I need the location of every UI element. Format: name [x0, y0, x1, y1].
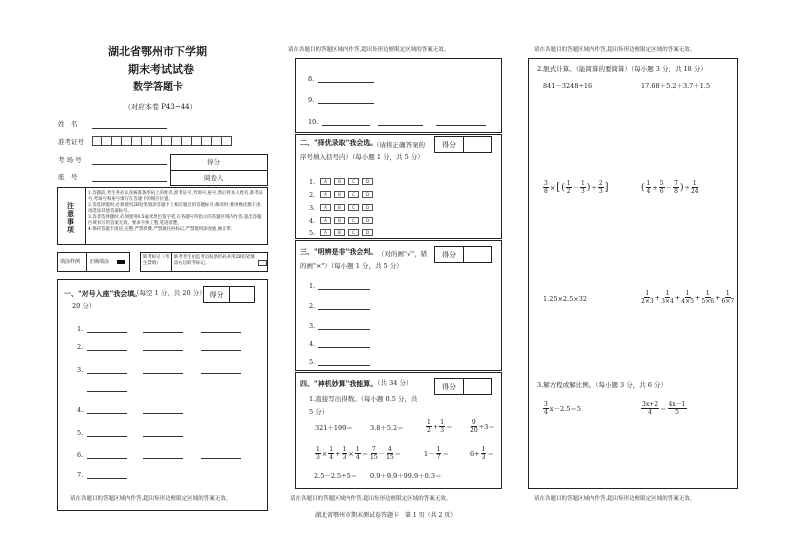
answer-line[interactable] [87, 478, 127, 479]
answer-line[interactable] [87, 332, 127, 333]
fill-item-7: 7. [77, 471, 84, 479]
col1-box [57, 279, 268, 511]
answer-line[interactable] [318, 365, 370, 366]
judge-3: 3. [309, 322, 316, 330]
absent-label: 缺考标记（考生禁填） [143, 255, 170, 266]
section4-score-text: （共 34 分） [374, 379, 413, 387]
title-line-2: 期末考试试卷 [128, 63, 194, 76]
notes-line-3: 3.答非选择题时,必须使用0.5毫米黑色签字笔,在各题号所指示的答题区域内作答,超出答题区域书写的答案无效。要求字体工整,笔迹清楚。 [88, 215, 262, 226]
section1-title: 一、"对号入座"我会填。 [64, 289, 142, 298]
room-label: 考 场 号 [58, 156, 82, 164]
answer-line[interactable] [378, 125, 423, 126]
calc-a2: 3.8＋5.2＝ [370, 424, 404, 432]
calc-c1: 2.5－2.5÷5＝ [314, 472, 358, 480]
calc-a4: $\frac{9}{20}$ ÷3＝ [470, 419, 495, 434]
answer-line[interactable] [87, 373, 127, 374]
expr-5: 1.25×2.5×32 [543, 295, 587, 303]
section4-title: 四、"神机妙算"我能算。 [300, 379, 378, 388]
choice-2: 2. [309, 191, 316, 199]
choice-4: 4. [309, 217, 316, 225]
section3-title: 三、"明辨是非"我会判。 [300, 247, 378, 256]
judge-4: 4. [309, 340, 316, 348]
section1-desc: （每空 1 分，共 20 分） [133, 289, 206, 297]
col2-box-top [295, 58, 502, 133]
fill-item-4: 4. [77, 406, 84, 414]
answer-line[interactable] [143, 413, 183, 414]
choice-1: 1. [309, 178, 316, 186]
score-label: 得分 [207, 158, 220, 166]
fill-item-1: 1. [77, 325, 84, 333]
calc-b4: 6+ $\frac{1}{3}$ ＝ [470, 446, 494, 461]
answer-line[interactable] [318, 329, 370, 330]
choice-bubbles-3[interactable]: A B C D [320, 204, 373, 211]
choice-bubbles-4[interactable]: A B C D [320, 217, 373, 224]
choice-bubbles-2[interactable]: A B C D [320, 191, 373, 198]
section4-q1: 1.直接写出得数。（每小题 0.5 分，共 5 分） [309, 395, 418, 416]
judge-2: 2. [309, 302, 316, 310]
col3-boundary-note-bottom: 请在各题目的答题区域内作答,超出矩形边框限定区域的答案无效。 [534, 496, 696, 502]
answer-line[interactable] [143, 350, 183, 351]
answer-line[interactable] [143, 458, 183, 459]
item-10: 10. [308, 118, 319, 126]
answer-line[interactable] [318, 82, 374, 83]
answer-line[interactable] [436, 125, 486, 126]
subtitle: （对应本卷 P43~44） [124, 103, 197, 111]
answer-line[interactable] [87, 458, 127, 459]
answer-line[interactable] [201, 350, 241, 351]
grader-label: 阅卷人 [204, 174, 224, 182]
judge-5: 5. [309, 358, 316, 366]
exam-no-label: 准考证号 [58, 138, 84, 146]
item-8: 8. [308, 75, 315, 83]
section2-title: 二、"择优录取"我会选。 [300, 138, 378, 147]
title-line-3: 数学答题卡 [133, 82, 183, 93]
expr-3: $\frac{3}{8}$ × [ ( $\frac{1}{2}$ － $\frac{1}{3}$ ) ÷ $\frac{2}{3}$ ] [544, 180, 609, 195]
calc-b2: $\frac{7}{15}$ － $\frac{4}{15}$ ＝ [370, 446, 402, 461]
calc-a3: $\frac{1}{2}$ + $\frac{1}{3}$ ＝ [427, 419, 453, 434]
fill-item-3: 3. [77, 366, 84, 374]
answer-line[interactable] [87, 436, 127, 437]
fill-item-6: 6. [77, 451, 84, 459]
answer-line[interactable] [318, 289, 370, 290]
answer-line[interactable] [201, 458, 241, 459]
section3-desc: （对的画"√"，错的画"×"）（每小题 1 分，共 5 分） [300, 250, 428, 270]
fill-item-2: 2. [77, 343, 84, 351]
notes-line-4: 4.保持答题卡清洁,完整,严禁折叠,严禁做任何标记,严禁使用涂改液,修正带。 [88, 227, 236, 232]
col2-boundary-note-bottom: 请在各题目的答题区域内作答,超出矩形边框限定区域的答案无效。 [290, 496, 452, 502]
section4-score-box: 得分 [434, 378, 492, 395]
seat-label: 座 号 [58, 173, 78, 181]
answer-line[interactable] [318, 309, 370, 310]
absent-desc: 缺考考生由监考员贴条形码并用2B铅笔填涂右边缺考标记。 [174, 255, 255, 266]
fill-item-5: 5. [77, 429, 84, 437]
exam-no-cells[interactable] [92, 136, 232, 146]
section1-desc-cont: 20 分） [72, 302, 96, 310]
title-line-1: 湖北省鄂州市下学期 [108, 45, 207, 58]
col1-boundary-note: 请在各题目的答题区域内作答,超出矩形边框限定区域的答案无效。 [70, 496, 232, 502]
name-label: 姓 名 [58, 120, 78, 128]
name-field[interactable] [92, 128, 167, 129]
q3-title: 3.解方程或解比例。（每小题 3 分，共 6 分） [537, 381, 667, 389]
fill-example-box [57, 252, 130, 272]
expr-6: $\frac{1}{2\times 3}$ + $\frac{1}{3\times 4}$ + $\frac{1}{4\times 5}$ + $\frac{1}{5\times 6}$ + $\frac{1}{6\times 7}$ [641, 290, 735, 305]
absent-mark-box[interactable] [258, 260, 267, 266]
expr-4: ( $\frac{1}{4}$ + $\frac{5}{6}$ － $\frac{7}{8}$ ) ÷ $\frac{1}{24}$ [641, 180, 699, 195]
page-footer: 湖北省鄂州市期末测试卷答题卡 第 1 页（共 2 页） [315, 512, 457, 519]
col3-boundary-note-top: 请在各题目的答题区域内作答,超出矩形边框限定区域的答案无效。 [534, 47, 696, 53]
section2-desc: （请将正确答案的序号填入括号内）（每小题 1 分，共 5 分） [300, 141, 425, 161]
calc-b3: 1－ $\frac{1}{7}$ ＝ [424, 446, 449, 461]
answer-line[interactable] [87, 391, 127, 392]
judge-1: 1. [309, 282, 316, 290]
answer-line[interactable] [318, 347, 370, 348]
equation-2: $\frac{3x+2}{4}$ ＝ $\frac{4x-1}{5}$ [642, 401, 686, 416]
notes-title: 注意事项 [67, 201, 74, 234]
choice-bubbles-5[interactable]: A B C D [320, 229, 373, 236]
section2-score-box: 得分 [434, 136, 492, 153]
notes-line-2: 2.答选择题时,必须使用2B铅笔填涂答题卡上相应题目的答题标号,修改时,要用橡皮擦干净,再选涂其他答案标号。 [88, 203, 262, 214]
answer-line[interactable] [87, 350, 127, 351]
answer-line[interactable] [143, 373, 183, 374]
section3-score-box: 得分 [434, 246, 492, 263]
equation-1: $\frac{3}{4}$ x－2.5＝5 [544, 401, 581, 416]
calc-c2: 0.9＋9.9＋99.9＋0.3＝ [370, 472, 442, 480]
col3-box [528, 58, 738, 489]
choice-5: 5. [309, 229, 316, 237]
answer-line[interactable] [87, 413, 127, 414]
score-grader-box [170, 154, 268, 186]
q2-title: 2.脱式计算。（能简算的要简算）（每小题 3 分，共 18 分） [537, 65, 707, 73]
answer-line[interactable] [318, 103, 374, 104]
room-field[interactable] [92, 164, 167, 165]
choice-bubbles-1[interactable]: A B C D [320, 178, 373, 185]
fill-example-label: 填涂样例 [60, 259, 81, 265]
notes-box [57, 187, 268, 245]
item-9: 9. [308, 96, 315, 104]
choice-3: 3. [309, 204, 316, 212]
notes-line-1: 1.答题前,考生务必认真核准条形码上的姓名,准考证号,考场号,座号,然后将本人姓名,准考证号,考场号和座号填写在答题卡的相应位置。 [88, 191, 264, 202]
answer-line[interactable] [143, 332, 183, 333]
seat-field[interactable] [92, 181, 167, 182]
absent-box [140, 252, 268, 272]
answer-line[interactable] [201, 332, 241, 333]
calc-a1: 321＋199＝ [315, 424, 353, 432]
calc-b1: $\frac{1}{3}$ × $\frac{1}{4}$ + $\frac{1}{3}$ × $\frac{1}{4}$ ＝ [316, 446, 369, 461]
col2-boundary-note-top: 请在各题目的答题区域内作答,超出矩形边框限定区域的答案无效。 [288, 47, 450, 53]
answer-line[interactable] [322, 125, 370, 126]
expr-1: 841－3248÷16 [543, 82, 593, 90]
expr-2: 17.68＋5.2＋3.7＋1.5 [641, 82, 711, 90]
filled-mark-icon [117, 260, 125, 264]
answer-line[interactable] [143, 436, 183, 437]
col1-score-box: 得分 [203, 286, 255, 303]
answer-line[interactable] [201, 373, 241, 374]
correct-fill-label: 正确填涂 [89, 259, 110, 265]
